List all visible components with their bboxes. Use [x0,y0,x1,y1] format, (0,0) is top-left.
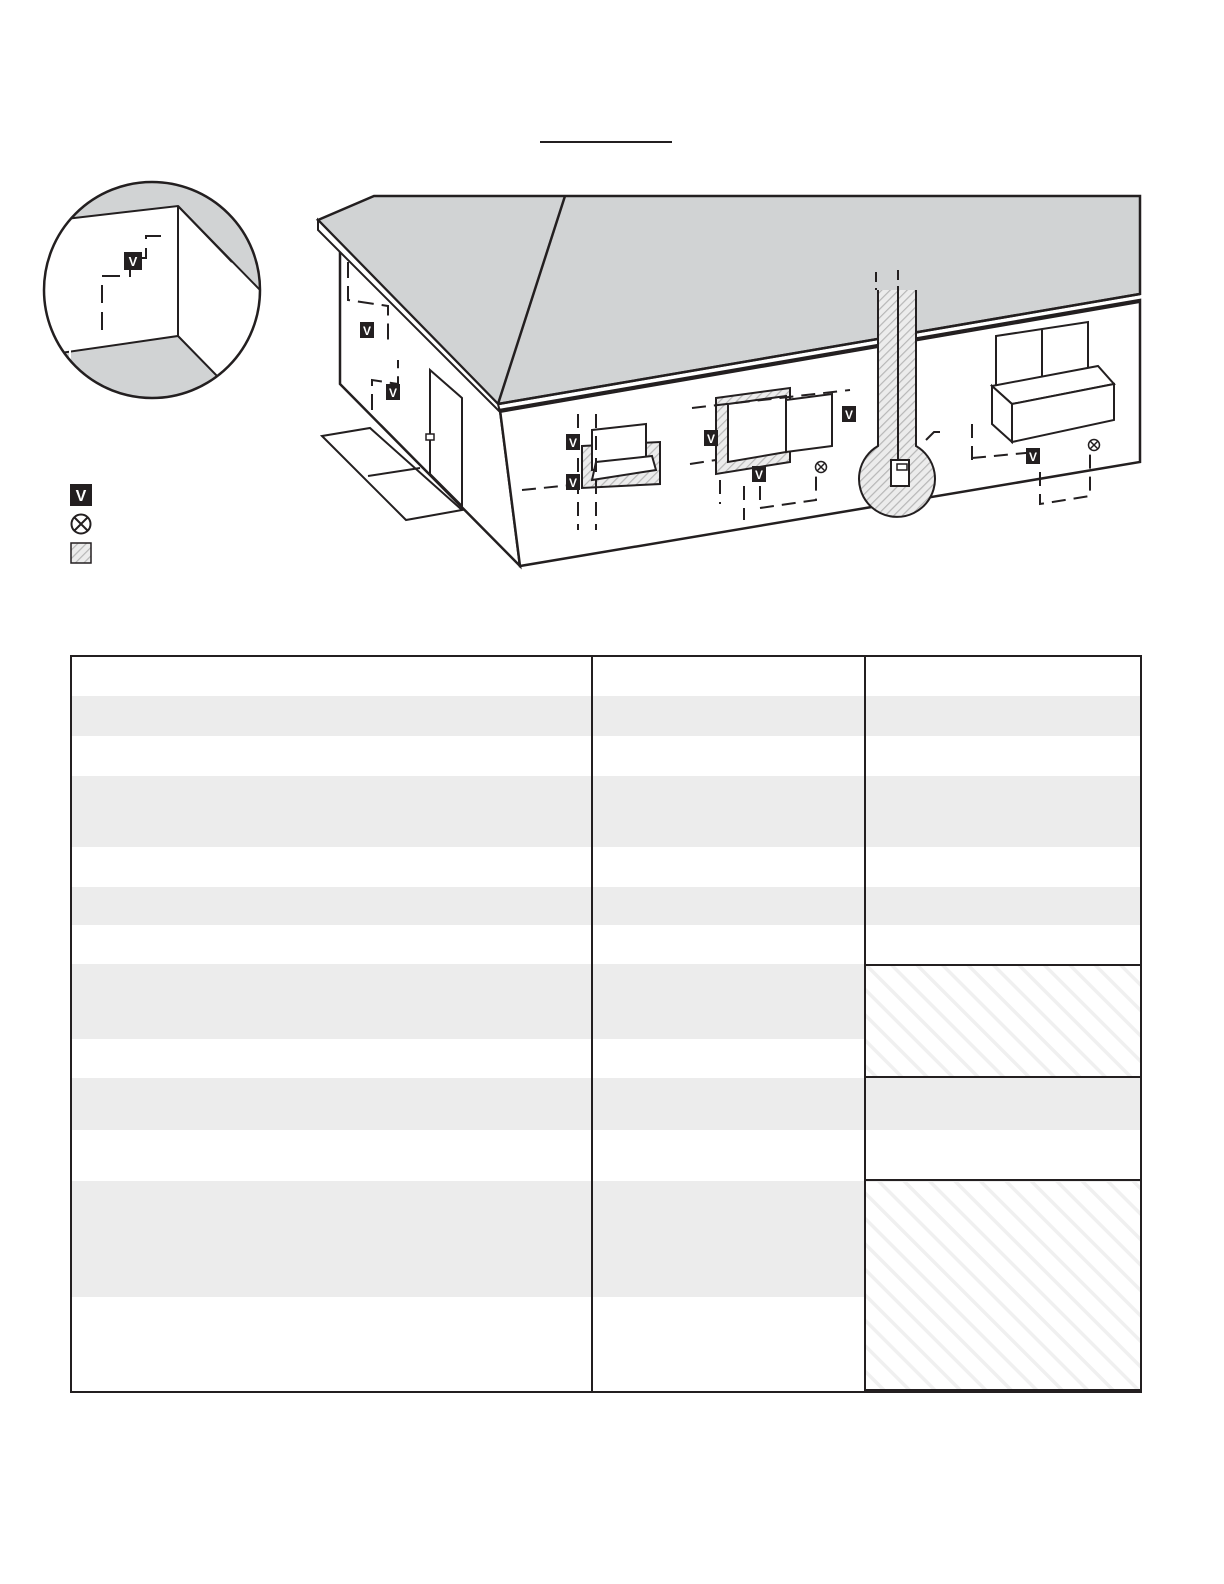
vent-marker-icon [70,484,92,506]
table-row [71,696,1141,736]
svg-text:V: V [128,254,138,269]
vent-marker-glyph: V [75,488,87,505]
svg-text:V: V [568,436,578,450]
house [318,196,1140,566]
detail-inset [40,170,270,420]
svg-text:V: V [844,408,854,422]
svg-text:V: V [362,324,372,338]
hatched-square-icon [70,542,92,564]
svg-text:V: V [706,432,716,446]
table-row [71,887,1141,925]
svg-text:V: V [1028,450,1038,464]
hatched-cell [866,1182,1140,1389]
svg-text:V: V [388,386,398,400]
hatched-cell [866,966,1140,1076]
table-row [71,1078,1141,1130]
svg-text:V: V [568,476,578,490]
circle-x-icon [70,513,92,535]
house-clearance-diagram [0,0,1224,640]
svg-text:V: V [754,468,764,482]
clearance-table [70,655,1142,1393]
table-row [71,776,1141,847]
